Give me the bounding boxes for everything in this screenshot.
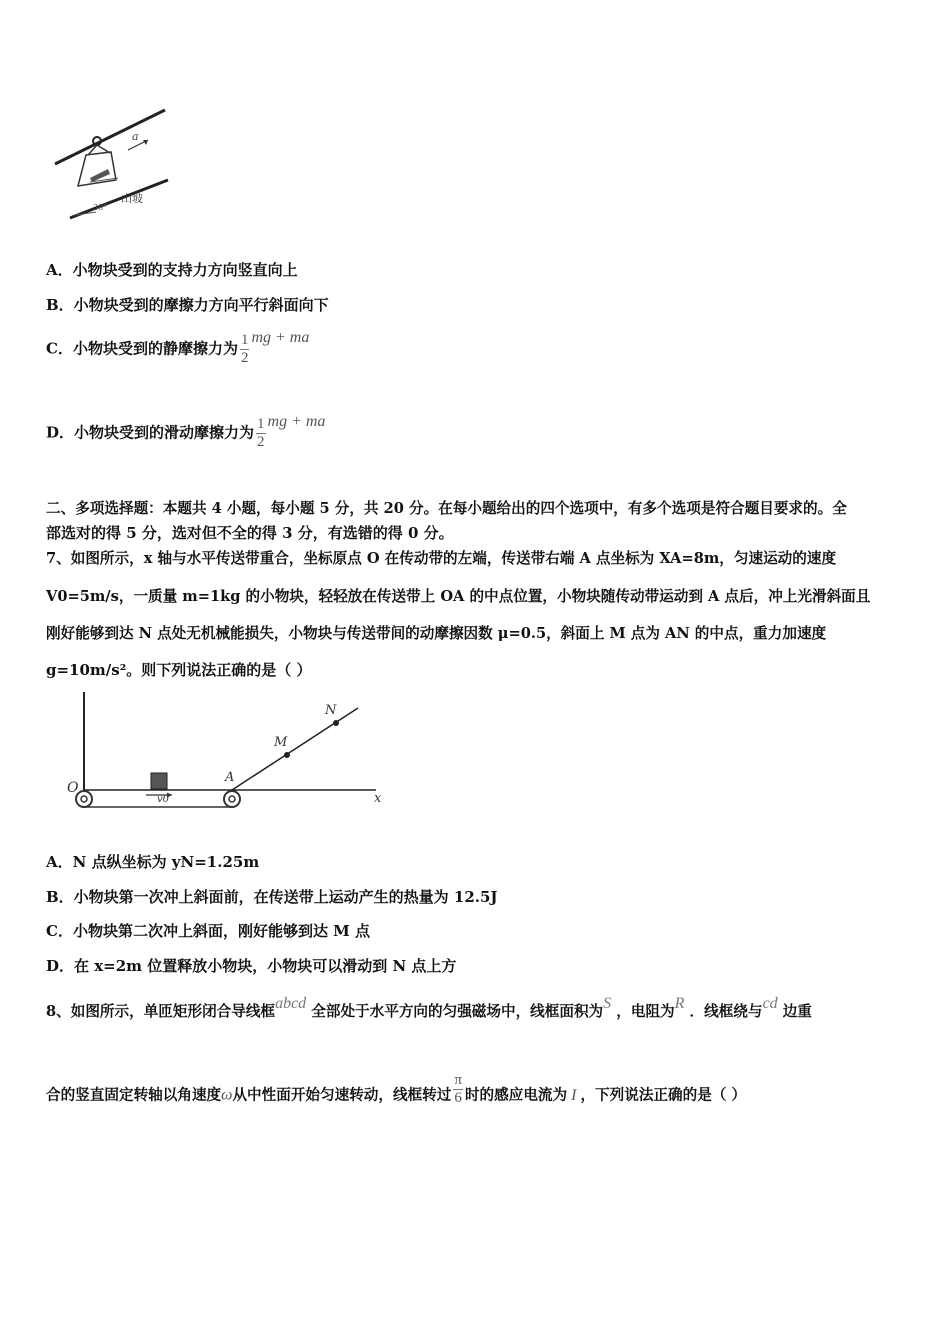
section2-line2: 部选对的得 5 分，选对但不全的得 3 分，有选错的得 0 分。	[46, 524, 454, 542]
q7-option-d: D．在 x=2m 位置释放小物块，小物块可以滑动到 N 点上方	[46, 957, 457, 975]
var-i: I	[571, 1086, 577, 1104]
q6-option-c	[46, 328, 310, 367]
q7-line1: 7、如图所示，x 轴与水平传送带重合，坐标原点 O 在传动带的左端，传送带右端 A 点坐标为 XA=8m，匀速运动的速度	[46, 550, 837, 567]
q7-line3: 刚好能够到达 N 点处无机械能损失，小物块与传送带间的动摩擦因数 μ=0.5，斜面上 M 点为 AN 的中点，重力加速度	[46, 625, 827, 642]
point-a-label: A	[225, 770, 235, 785]
var-abcd: abcd	[275, 995, 307, 1012]
q6-option-d-text: D．小物块受到的滑动摩擦力为	[46, 423, 255, 442]
q6-option-d	[46, 412, 326, 451]
q7-line2: V0=5m/s，一质量 m=1kg 的小物块，轻轻放在传送带上 OA 的中点位置，小物块随传动带运动到 A 点后，冲上光滑斜面且	[46, 588, 871, 605]
q6-option-c-text: C．小物块受到的静摩擦力为	[46, 339, 238, 358]
var-cd: cd	[762, 995, 778, 1012]
point-n-label: N	[325, 703, 337, 718]
accel-label: a	[132, 130, 139, 143]
q8-line1: 8、如图所示，单匝矩形闭合导线框abcd 全部处于水平方向的匀强磁场中，线框面积为S ，电阻为R ．线框绕与cd 边重	[46, 995, 812, 1020]
angle-label: 30°	[93, 203, 108, 212]
var-s: S	[603, 995, 612, 1012]
slope-label: 山坡	[121, 192, 143, 205]
q7-line4: g=10m/s²。则下列说法正确的是（ ）	[46, 661, 312, 679]
q7-option-c: C．小物块第二次冲上斜面，刚好能够到达 M 点	[46, 922, 370, 940]
expression: mg + ma	[267, 412, 326, 430]
q7-option-a: A．N 点纵坐标为 yN=1.25m	[46, 853, 260, 871]
expression: mg + ma	[251, 328, 310, 346]
var-omega: ω	[221, 1086, 233, 1104]
figure-cable-car	[50, 108, 170, 223]
section2-line1: 二、多项选择题：本题共 4 小题，每小题 5 分，共 20 分。在每小题给出的四个选项中，有多个选项是符合题目要求的。全	[46, 500, 847, 517]
q6-option-b: B．小物块受到的摩擦力方向平行斜面向下	[46, 296, 329, 314]
half-fraction: $\frac{1}{2}$	[257, 416, 265, 450]
point-m-label: M	[274, 735, 288, 750]
figure-conveyor	[66, 688, 396, 823]
origin-label: O	[67, 780, 79, 796]
q7-option-b: B．小物块第一次冲上斜面前，在传送带上运动产生的热量为 12.5J	[46, 888, 498, 906]
velocity-label: v0	[157, 794, 170, 805]
var-r: R	[674, 995, 685, 1012]
x-axis-label: x	[374, 791, 382, 806]
q6-option-a: A．小物块受到的支持力方向竖直向上	[46, 261, 298, 279]
pi-over-six: $\frac{\pi}{6}$	[454, 1072, 462, 1106]
half-fraction: $\frac{1}{2}$	[240, 332, 249, 366]
q8-line2: 合的竖直固定转轴以角速度ω从中性面开始匀速转动，线框转过 $\frac{\pi}{6}$ 时的感应电流为 I ，下列说法正确的是（ ）	[46, 1072, 747, 1106]
